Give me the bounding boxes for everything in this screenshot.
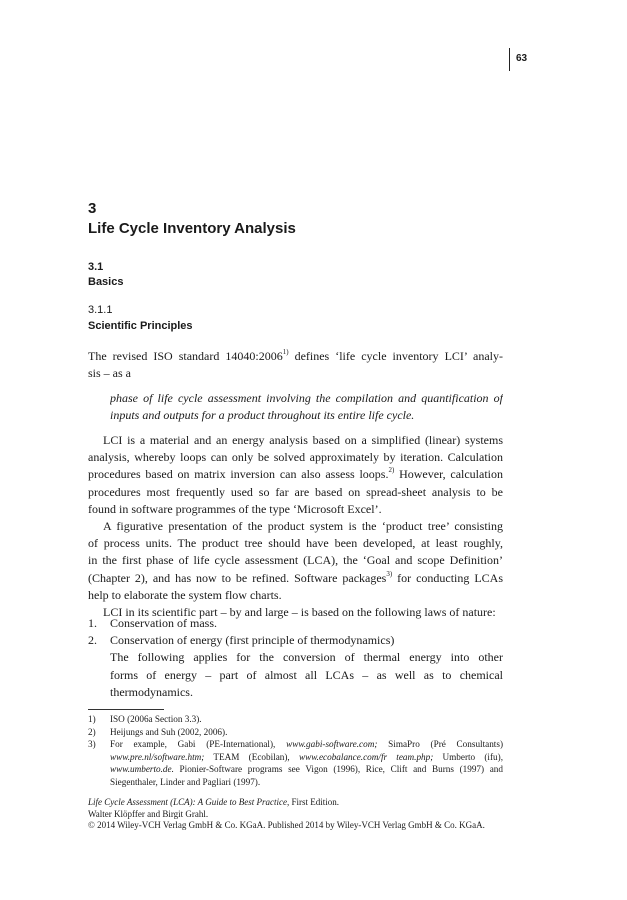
intro-line-2: sis – as a bbox=[88, 366, 131, 381]
publication-info bbox=[88, 797, 528, 832]
footnote-ref-1[interactable]: 1) bbox=[282, 348, 289, 356]
link-ecobalance[interactable]: www.ecobalance.com/fr team.php; bbox=[298, 751, 434, 762]
section-number: 3.1 bbox=[88, 261, 104, 273]
copyright: © 2014 Wiley-VCH Verlag GmbH & Co. KGaA. Published 2014 by Wiley-VCH Verlag GmbH & Co. KGaA. bbox=[88, 820, 485, 831]
link-gabi[interactable]: www.gabi-software.com; bbox=[286, 739, 378, 749]
footnotes bbox=[88, 713, 503, 788]
footnote-rule bbox=[88, 709, 164, 710]
paragraph-laws: LCI in its scientific part – by and large – is based on the following laws of nature: bbox=[103, 605, 496, 619]
page-number: 63 bbox=[516, 53, 528, 64]
section-title: Basics bbox=[88, 276, 124, 288]
subsection-number: 3.1.1 bbox=[88, 304, 113, 316]
link-umberto[interactable]: www.umberto.de. bbox=[110, 764, 174, 774]
intro-line-1: The revised ISO standard 14040:2006$^{1)}$ defines ‘life cycle inventory LCI’ analy- bbox=[88, 348, 503, 363]
list-item: 2. Conservation of energy (first principle of thermodynamics) bbox=[88, 633, 395, 648]
footnote-1: 1) ISO (2006a Section 3.3). bbox=[88, 714, 202, 724]
paragraph-product-tree: A figurative presentation of the product system is the ‘product tree’ consisting of process units. The product tree should have been developed, at least roughly, in the first phase of life cycle assessment (LCA), the ‘Goal and scope Definition’ (Chapter 2), and has now to be refined. Software packages$^{3)}$ for conducting LCAs help to elaborate the system flow charts. bbox=[88, 519, 503, 602]
footnote-3: 3) For example, Gabi (PE-International), www.gabi-software.com; SimaPro (Pré Consultants) www.pre.nl/software.htm; TEAM (Ecobilan), www.ecobalance.com/fr team.php; Umberto (ifu), www.umberto.de. Pionier-Software programs see Vigon (1996), Rice, Clift and Burns (1997) and Siegenthaler, Linder and Pagliari (1997). bbox=[88, 739, 503, 787]
laws-list bbox=[88, 615, 503, 701]
intro-paragraph bbox=[88, 348, 503, 382]
chapter-title: Life Cycle Inventory Analysis bbox=[88, 220, 296, 237]
definition-quote: phase of life cycle assessment involving the compilation and quantification of inputs and outputs for a product throughout its entire life cycle. bbox=[110, 391, 503, 423]
book-citation: Life Cycle Assessment (LCA): A Guide to Best Practice, First Edition. bbox=[88, 797, 339, 807]
para2-line-4: (Chapter 2), and has now to be refined. Software packages$^{3)}$ for conducting LCAs bbox=[88, 569, 503, 585]
list-item: 1. Conservation of mass. bbox=[88, 616, 217, 630]
subsection-title: Scientific Principles bbox=[88, 320, 193, 332]
footnote-2: 2) Heijungs and Suh (2002, 2006). bbox=[88, 726, 228, 737]
para1-line-3: procedures based on matrix inversion can also assess loops.$^{2)}$ However, calculation bbox=[88, 466, 503, 482]
footnote-ref-3[interactable]: 3) bbox=[386, 569, 393, 578]
footnote-ref-2[interactable]: 2) bbox=[388, 466, 395, 475]
list-item-detail: The following applies for the conversion of thermal energy into other forms of energy – part of almost all LCAs – as well as to chemical thermodynamics. bbox=[110, 650, 503, 699]
chapter-number: 3 bbox=[88, 200, 97, 217]
link-pre[interactable]: www.pre.nl/software.htm; bbox=[110, 751, 205, 762]
header-rule bbox=[509, 48, 510, 71]
paragraph-lci: LCI is a material and an energy analysis based on a simplified (linear) systems analysis, whereby loops can only be solved approximately by iteration. Calculation procedures based on matrix inversion can also assess loops.$^{2)}$ However, calculation procedures most frequently used so far are based on spread-sheet analysis to be found in software programmes of the type ‘Microsoft Excel’. bbox=[88, 433, 503, 516]
authors: Walter Klöpffer and Birgit Grahl. bbox=[88, 808, 209, 819]
